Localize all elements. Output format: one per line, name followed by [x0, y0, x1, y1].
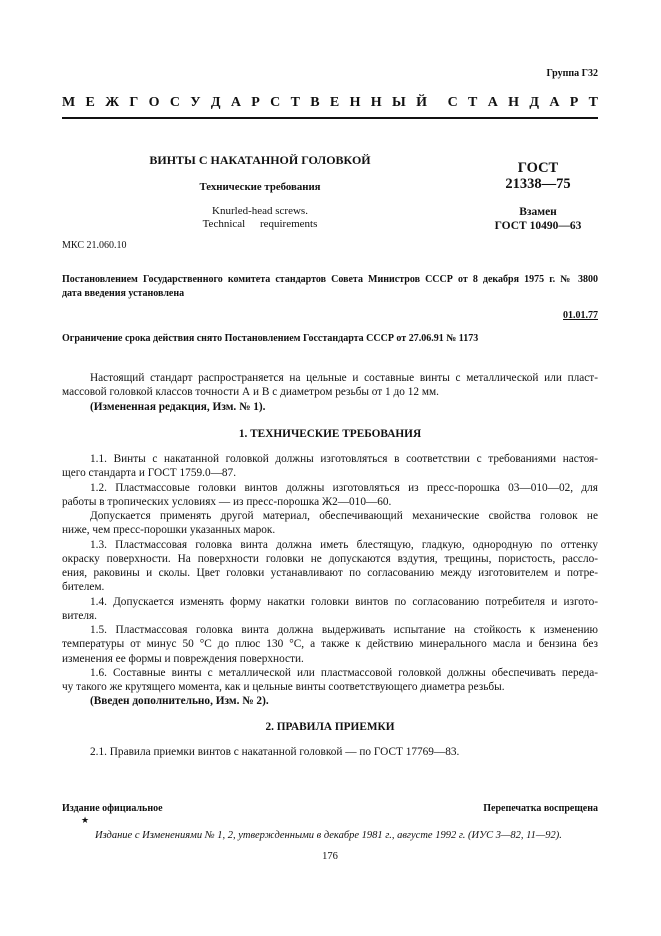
- decree-line: Постановлением Государственного комитета стандартов Совета Министров СССР от 8 декабря 1975 г. № 3800: [62, 274, 598, 285]
- text-line: вителя.: [62, 609, 97, 622]
- reprint-prohibited-label: Перепечатка воспрещена: [483, 803, 598, 814]
- document-title: ВИНТЫ С НАКАТАННОЙ ГОЛОВКОЙ: [149, 153, 371, 167]
- amendment-note: (Введен дополнительно, Изм. № 2).: [90, 695, 269, 708]
- text-line: 2.1. Правила приемки винтов с накатанной головкой — по ГОСТ 17769—83.: [90, 746, 460, 758]
- text-line: окраску поверхности. На поверхности головки не допускаются вздутия, трещины, пористость, рассло-: [62, 552, 598, 565]
- text-line: изменения ее формы и повреждения поверхности.: [62, 652, 304, 665]
- changes-footnote: Издание с Изменениями № 1, 2, утвержденными в декабре 1981 г., августе 1992 г. (ИУС 3—82, 11—92).: [95, 830, 562, 841]
- standard-banner: М Е Ж Г О С У Д А Р С Т В Е Н Н Ы Й С Т А Н Д А Р Т: [62, 95, 598, 110]
- text-line: щего стандарта и ГОСТ 1759.0—87.: [62, 467, 237, 480]
- star-icon: ★: [81, 816, 90, 826]
- text-line: 1.3. Пластмассовая головка винта должна иметь блестящую, гладкую, однородную по оттенку: [90, 538, 598, 551]
- text-line: температуры от минус 50 °C до плюс 130 °C, а также к действию минерального масла и бензина без: [62, 638, 598, 651]
- gost-number: 21338—75: [505, 176, 571, 192]
- amendment-note: (Измененная редакция, Изм. № 1).: [90, 400, 266, 413]
- replaces-number: ГОСТ 10490—63: [494, 220, 582, 232]
- text-line: 1.2. Пластмассовые головки винтов должны изготовляться из пресс-порошка 03—010—02, для: [90, 481, 598, 494]
- decree-line: дата введения установлена: [62, 288, 185, 299]
- page-number: 176: [322, 851, 338, 862]
- banner-rule: [62, 117, 598, 119]
- replaces-label: Взамен: [519, 206, 557, 218]
- intro-paragraph: [62, 371, 598, 414]
- official-edition-label: Издание официальное: [62, 803, 163, 814]
- text-line: массовой головкой классов точности А и В с диаметром резьбы от 1 до 12 мм.: [62, 386, 439, 399]
- gost-label: ГОСТ: [517, 160, 559, 176]
- section-heading: 2. ПРАВИЛА ПРИЕМКИ: [265, 721, 395, 733]
- text-line: ниже, чем пресс-порошки указанных марок.: [62, 524, 276, 537]
- limitation-note: Ограничение срока действия снято Постановлением Госстандарта СССР от 27.06.91 № 1173: [62, 333, 479, 344]
- section-heading: 1. ТЕХНИЧЕСКИЕ ТРЕБОВАНИЯ: [238, 428, 422, 440]
- text-line: 1.4. Допускается изменять форму накатки головки винтов по согласованию потребителя и изгото-: [90, 595, 598, 608]
- document-subtitle-english: Technical requirements: [202, 218, 318, 230]
- section-1-body: [62, 452, 598, 709]
- document-subtitle: Технические требования: [199, 181, 321, 193]
- effective-date: 01.01.77: [563, 310, 598, 321]
- mks-code: МКС 21.060.10: [62, 240, 127, 251]
- classification-group: Группа Г32: [546, 68, 598, 79]
- text-line: Допускается применять другой материал, обеспечивающий механические свойства головок не: [90, 510, 598, 522]
- text-line: работы в тропических условиях — из пресс-порошка Ж2—010—60.: [62, 495, 392, 508]
- decree-block: [62, 273, 598, 301]
- text-line: бителем.: [62, 581, 105, 594]
- section-2-body: [62, 745, 598, 759]
- text-line: Настоящий стандарт распространяется на цельные и составные винты с металлической или пласт-: [90, 372, 598, 384]
- text-line: чу такого же крутящего момента, как и цельные винты соответствующего диаметра резьбы.: [62, 681, 505, 693]
- text-line: 1.1. Винты с накатанной головкой должны изготовляться в соответствии с требованиями настоя-: [90, 453, 598, 465]
- text-line: 1.5. Пластмассовая головка винта должна выдерживать испытание на стойкость к изменению: [90, 624, 598, 636]
- text-line: ения, раковины и сколы. Цвет головки устанавливают по согласованию между изготовителем и потре-: [62, 567, 598, 579]
- document-title-english: Knurled-head screws.: [212, 205, 308, 217]
- text-line: 1.6. Составные винты с металлической или пластмассовой головкой должны обеспечивать переда-: [90, 666, 598, 679]
